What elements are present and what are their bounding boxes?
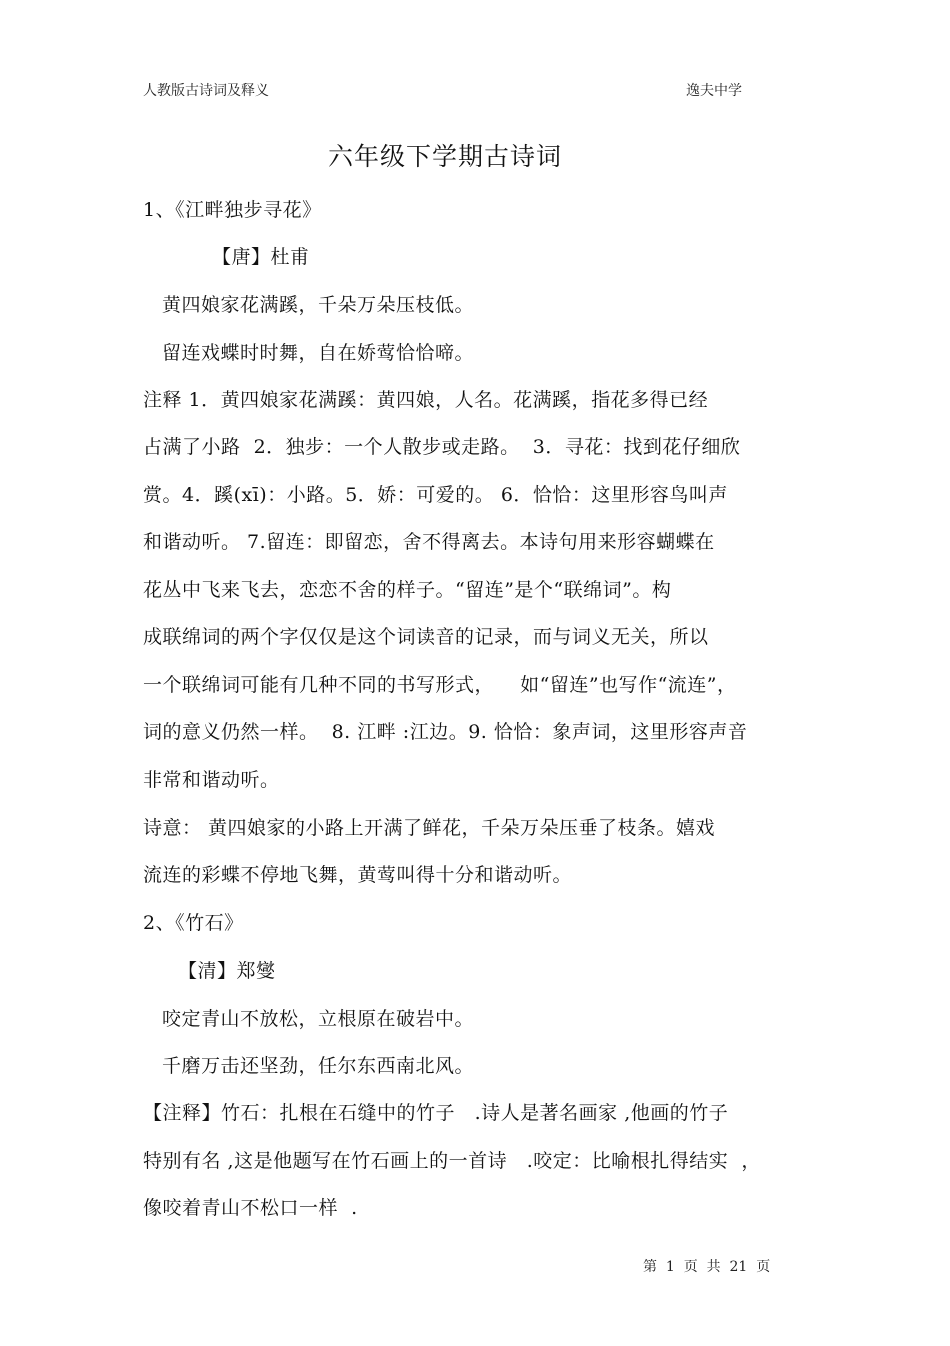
annotation-line: 【注释】竹石：扎根在石缝中的竹子 .诗人是著名画家 ,他画的竹子 [143, 1102, 729, 1124]
annotation-line: 一个联绵词可能有几种不同的书写形式， 如“留连”也写作“流连”， [143, 674, 737, 696]
poem-verse: 千磨万击还坚劲，任尔东西南北风。 [162, 1055, 475, 1077]
meaning-line: 诗意： 黄四娘家的小路上开满了鲜花，千朵万朵压垂了枝条。嬉戏 [143, 817, 716, 839]
annotation-line: 注释 1．黄四娘家花满蹊：黄四娘，人名。花满蹊，指花多得已经 [143, 389, 709, 411]
annotation-line: 特别有名 ,这是他题写在竹石画上的一首诗 .咬定：比喻根扎得结实 ， [143, 1150, 761, 1172]
annotation-line: 词的意义仍然一样。 8. 江畔 :江边。9. 恰恰：象声词，这里形容声音 [143, 721, 748, 743]
annotation-line: 花丛中飞来飞去，恋恋不舍的样子。“留连”是个“联绵词”。构 [143, 579, 672, 601]
annotation-line: 赏。4．蹊(xī)：小路。5．娇：可爱的。 6．恰恰：这里形容鸟叫声 [143, 484, 728, 506]
poem-author-2: 【清】郑燮 [178, 960, 276, 982]
annotation-line: 非常和谐动听。 [143, 769, 280, 791]
poem-verse: 留连戏蝶时时舞，自在娇莺恰恰啼。 [162, 342, 475, 364]
poem-verse: 咬定青山不放松，立根原在破岩中。 [162, 1008, 475, 1030]
annotation-line: 像咬着青山不松口一样 . [143, 1197, 358, 1219]
poem-title-1: 1、《江畔独步寻花》 [143, 199, 322, 221]
page-footer: 第 1 页 共 21 页 [643, 1259, 771, 1275]
meaning-line: 流连的彩蝶不停地飞舞，黄莺叫得十分和谐动听。 [143, 864, 573, 886]
annotation-line: 成联绵词的两个字仅仅是这个词读音的记录，而与词义无关，所以 [143, 626, 709, 648]
annotation-line: 占满了小路 2．独步：一个人散步或走路。 3．寻花：找到花仔细欣 [143, 436, 741, 458]
poem-verse: 黄四娘家花满蹊，千朵万朵压枝低。 [162, 294, 475, 316]
header-right: 逸夫中学 [686, 83, 742, 99]
poem-author-1: 【唐】杜甫 [212, 246, 310, 268]
poem-title-2: 2、《竹石》 [143, 912, 244, 934]
page-title: 六年级下学期古诗词 [327, 142, 562, 171]
annotation-line: 和谐动听。 7.留连：即留恋，舍不得离去。本诗句用来形容蝴蝶在 [143, 531, 715, 553]
header-left: 人教版古诗词及释义 [143, 83, 269, 99]
